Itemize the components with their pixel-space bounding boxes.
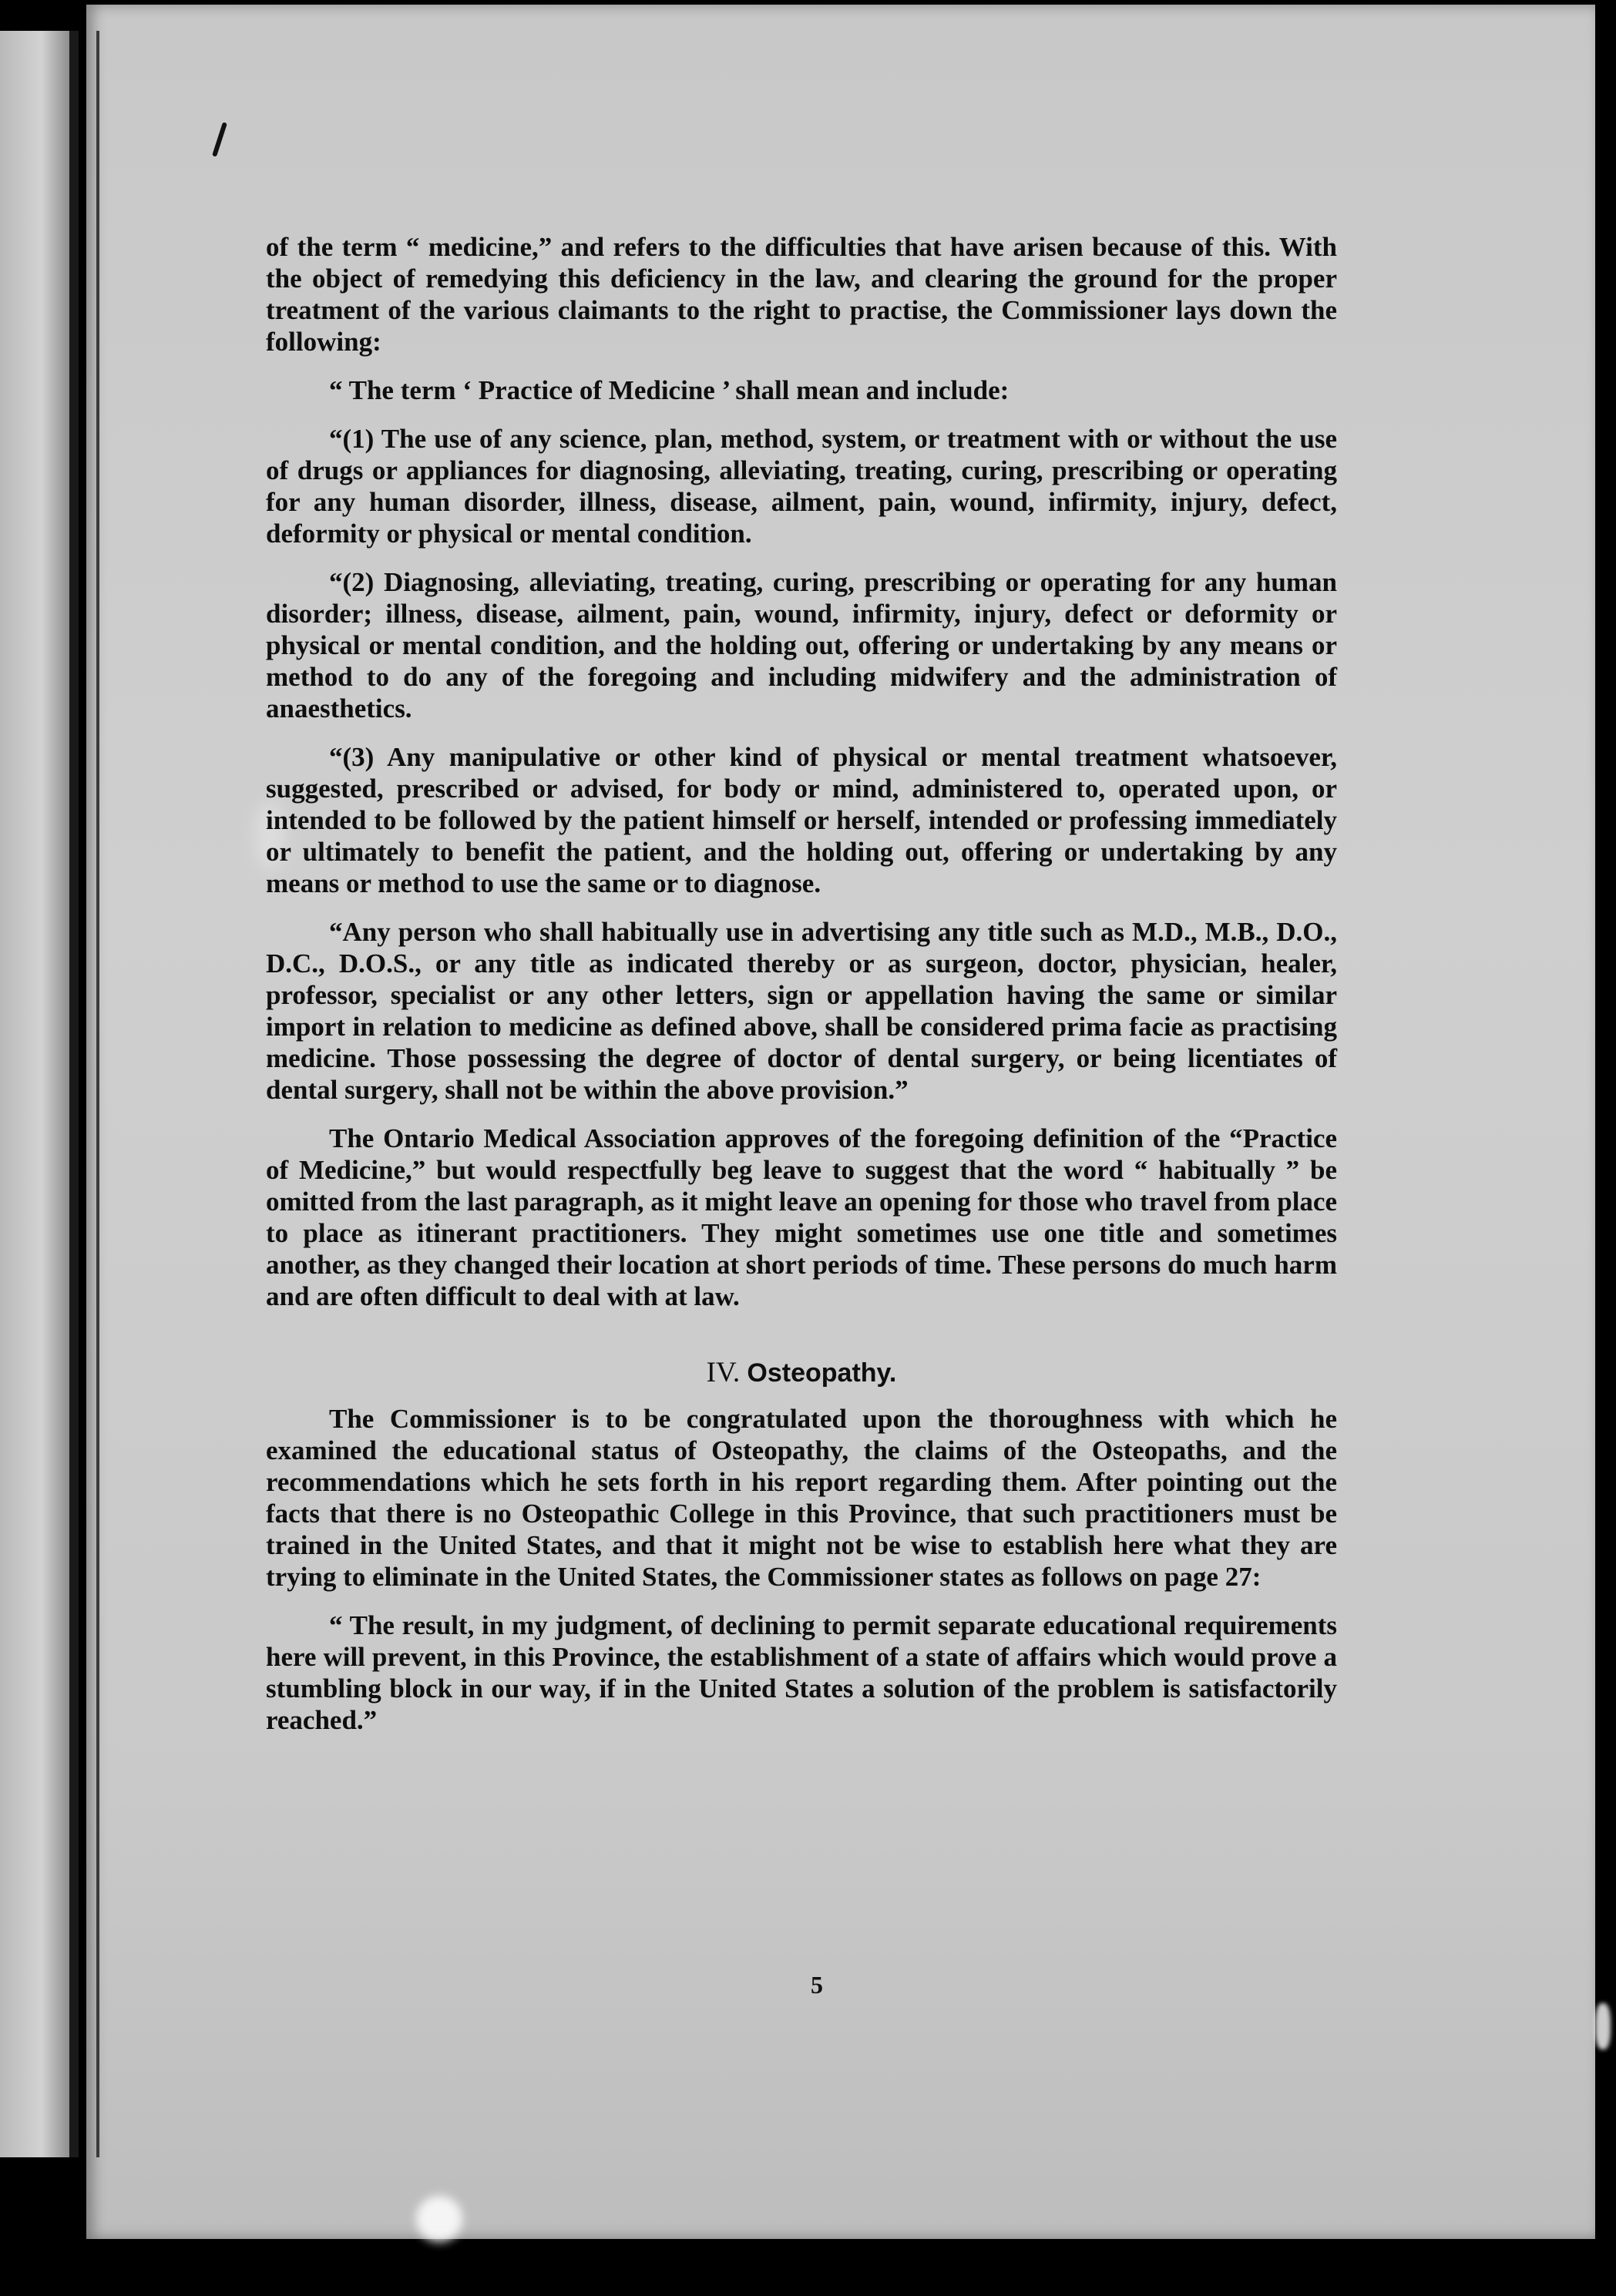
paragraph: The Ontario Medical Association approves of the foregoing definition of the “Practice of Medicine,” but would respectfully beg leave to suggest that the word “ habitually ” be omitted from the last paragraph, as it might leave an opening for those who travel from place to place as itinerant practitioners. They might sometimes use one title and sometimes another, as they changed their location at short periods of time. These persons do much harm and are often difficult to deal with at law. bbox=[266, 1123, 1337, 1311]
page-binding-edge bbox=[96, 31, 99, 2157]
paragraph: “(3) Any manipulative or other kind of physical or mental treatment whatsoever, suggested, prescribed or advised, for body or mind, administered to, operated upon, or intended to be followed by the patient himself or herself, intended or professing immediately or ultimately to benefit the patient, and the holding out, offering or undertaking by any means or method to use the same or to diagnose. bbox=[266, 742, 1337, 898]
paragraph: of the term “ medicine,” and refers to the difficulties that have arisen because of this. With the object of remedying this deficiency in the law, and clearing the ground for the proper treatment of the various claimants to the right to practise, the Commissioner lays down the following: bbox=[266, 232, 1337, 357]
gutter-shadow bbox=[69, 31, 79, 2157]
section-heading bbox=[266, 1357, 1337, 1389]
section-number: IV. bbox=[706, 1357, 741, 1388]
paragraph: The Commissioner is to be congratulated upon the thoroughness with which he examined the educational status of Osteopathy, the claims of the Osteopaths, and the recommendations which he sets forth in his report regarding them. After pointing out the facts that there is no Osteopathic College in this Province, that such practitioners must be trained in the United States, and that it might not be wise to establish here what they are trying to eliminate in the United States, the Commissioner states as follows on page 27: bbox=[266, 1404, 1337, 1592]
paragraph: “(2) Diagnosing, alleviating, treating, curing, prescribing or operating for any human disorder; illness, disease, ailment, pain, wound, infirmity, injury, defect or deformity or physical or mental condition, and the holding out, offering or undertaking by any means or method to do any of the foregoing and including midwifery and the administration of anaesthetics. bbox=[266, 567, 1337, 723]
paragraph: “Any person who shall habitually use in advertising any title such as M.D., M.B., D.O., D.C., D.O.S., or any title as indicated thereby or as surgeon, doctor, physician, healer, professor, specialist or any other letters, sign or appellation having the same or similar import in relation to medicine as defined above, shall be considered prima facie as practising medicine. Those possessing the degree of doctor of dental surgery, or being licentiates of dental surgery, shall not be within the above provision.” bbox=[266, 917, 1337, 1105]
page-number: 5 bbox=[811, 1971, 823, 1999]
paragraph: “ The term ‘ Practice of Medicine ’ shall mean and include: bbox=[329, 375, 1010, 405]
paragraph: “(1) The use of any science, plan, method, system, or treatment with or without the use of drugs or appliances for diagnosing, alleviating, treating, curing, prescribing or operating for any human disorder, illness, disease, ailment, pain, wound, infirmity, injury, defect, deformity or physical or mental condition. bbox=[266, 424, 1337, 549]
body-text bbox=[266, 231, 1337, 1753]
paragraph: “ The result, in my judgment, of declining to permit separate educational requirements here will prevent, in this Province, the establishment of a state of affairs which would prove a stumbling block in our way, if in the United States a solution of the problem is satisfactorily reached.” bbox=[266, 1610, 1337, 1735]
section-title: Osteopathy. bbox=[747, 1358, 897, 1388]
scan-artifact bbox=[416, 2196, 462, 2242]
scan-artifact bbox=[1595, 2003, 1611, 2049]
facing-page-edge bbox=[0, 31, 69, 2157]
